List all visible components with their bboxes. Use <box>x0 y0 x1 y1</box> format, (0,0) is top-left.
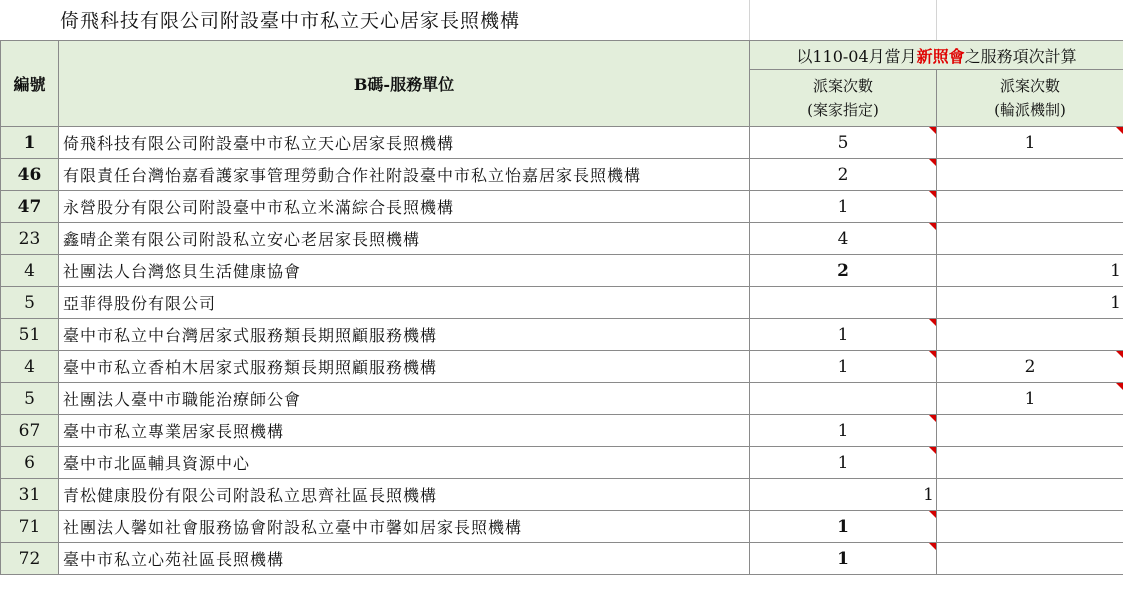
cell-designated-count[interactable] <box>750 255 937 287</box>
designated-count-value: 1 <box>837 196 849 217</box>
title-row <box>0 0 1123 41</box>
table-row <box>1 127 1123 159</box>
cell-number[interactable]: 71 <box>1 511 59 543</box>
comment-marker-icon[interactable] <box>929 159 936 166</box>
comment-marker-icon[interactable] <box>929 447 936 454</box>
sheet-title[interactable]: 倚飛科技有限公司附設臺中市私立天心居家長照機構 <box>60 10 521 32</box>
cell-number[interactable]: 47 <box>1 191 59 223</box>
cell-designated-count[interactable] <box>750 351 937 383</box>
cell-rotation-count[interactable] <box>937 223 1123 255</box>
comment-marker-icon[interactable] <box>1116 383 1123 390</box>
cell-number[interactable]: 5 <box>1 383 59 415</box>
designated-count-value: 2 <box>837 164 849 185</box>
cell-rotation-count[interactable] <box>937 415 1123 447</box>
designated-count-value: 1 <box>923 484 934 505</box>
table-row <box>1 511 1123 543</box>
cell-service-unit[interactable]: 有限責任台灣怡嘉看護家事管理勞動合作社附設臺中市私立怡嘉居家長照機構 <box>59 159 750 191</box>
cell-number[interactable]: 31 <box>1 479 59 511</box>
comment-marker-icon[interactable] <box>929 543 936 550</box>
comment-marker-icon[interactable] <box>1116 351 1123 358</box>
header-designated-line1: 派案次數 <box>812 77 873 95</box>
cell-number[interactable]: 67 <box>1 415 59 447</box>
rotation-count-value: 1 <box>1110 292 1121 313</box>
comment-marker-icon[interactable] <box>929 511 936 518</box>
cell-number[interactable]: 72 <box>1 543 59 575</box>
table-row <box>1 447 1123 479</box>
table-row <box>1 319 1123 351</box>
cell-service-unit[interactable]: 社團法人台灣悠貝生活健康協會 <box>59 255 750 287</box>
comment-marker-icon[interactable] <box>929 415 936 422</box>
cell-designated-count[interactable] <box>750 383 937 415</box>
cell-service-unit[interactable]: 社團法人馨如社會服務協會附設私立臺中市馨如居家長照機構 <box>59 511 750 543</box>
table-row <box>1 223 1123 255</box>
table-row <box>1 383 1123 415</box>
cell-rotation-count[interactable] <box>937 383 1123 415</box>
cell-rotation-count[interactable] <box>937 351 1123 383</box>
cell-number[interactable]: 1 <box>1 127 59 159</box>
cell-service-unit[interactable]: 社團法人臺中市職能治療師公會 <box>59 383 750 415</box>
cell-number[interactable]: 5 <box>1 287 59 319</box>
cell-rotation-count[interactable] <box>937 479 1123 511</box>
header-designated[interactable] <box>750 70 937 127</box>
comment-marker-icon[interactable] <box>929 351 936 358</box>
comment-marker-icon[interactable] <box>929 191 936 198</box>
designated-count-value: 1 <box>837 324 849 345</box>
cell-service-unit[interactable]: 臺中市私立專業居家長照機構 <box>59 415 750 447</box>
cell-number[interactable]: 46 <box>1 159 59 191</box>
cell-number[interactable]: 4 <box>1 351 59 383</box>
cell-number[interactable]: 4 <box>1 255 59 287</box>
table-row <box>1 479 1123 511</box>
cell-service-unit[interactable]: 臺中市私立心苑社區長照機構 <box>59 543 750 575</box>
cell-designated-count[interactable] <box>750 543 937 575</box>
designated-count-value: 1 <box>837 516 849 537</box>
cell-designated-count[interactable] <box>750 191 937 223</box>
cell-service-unit[interactable]: 鑫晴企業有限公司附設私立安心老居家長照機構 <box>59 223 750 255</box>
header-period[interactable] <box>750 41 1123 70</box>
header-rotation-line2: (輪派機制) <box>994 101 1066 119</box>
table-row <box>1 415 1123 447</box>
cell-service-unit[interactable]: 臺中市私立香柏木居家式服務類長期照顧服務機構 <box>59 351 750 383</box>
designated-count-value: 2 <box>837 260 849 281</box>
designated-count-value: 1 <box>837 452 849 473</box>
cell-service-unit[interactable]: 臺中市私立中台灣居家式服務類長期照顧服務機構 <box>59 319 750 351</box>
table-row <box>1 287 1123 319</box>
rotation-count-value: 1 <box>1110 260 1121 281</box>
comment-marker-icon[interactable] <box>929 127 936 134</box>
cell-designated-count[interactable] <box>750 447 937 479</box>
header-period-prefix: 以110-04月當月 <box>796 46 917 66</box>
rotation-count-value: 1 <box>1024 132 1036 153</box>
cell-rotation-count[interactable] <box>937 287 1123 319</box>
header-period-suffix: 之服務項次計算 <box>964 46 1077 66</box>
cell-designated-count[interactable] <box>750 479 937 511</box>
cell-service-unit[interactable]: 亞菲得股份有限公司 <box>59 287 750 319</box>
cell-designated-count[interactable] <box>750 223 937 255</box>
designated-count-value: 1 <box>837 548 849 569</box>
cell-service-unit[interactable]: 青松健康股份有限公司附設私立思齊社區長照機構 <box>59 479 750 511</box>
cell-service-unit[interactable]: 永營股分有限公司附設臺中市私立米滿綜合長照機構 <box>59 191 750 223</box>
rotation-count-value: 2 <box>1024 356 1036 377</box>
gridline <box>749 0 750 41</box>
designated-count-value: 1 <box>837 356 849 377</box>
cell-designated-count[interactable] <box>750 319 937 351</box>
rotation-count-value: 1 <box>1024 388 1036 409</box>
cell-number[interactable]: 51 <box>1 319 59 351</box>
header-period-highlight: 新照會 <box>916 46 965 66</box>
cell-number[interactable]: 23 <box>1 223 59 255</box>
header-designated-line2: (案家指定) <box>807 101 879 119</box>
cell-service-unit[interactable]: 臺中市北區輔具資源中心 <box>59 447 750 479</box>
data-table <box>0 40 1123 575</box>
cell-designated-count[interactable] <box>750 511 937 543</box>
header-number[interactable]: 編號 <box>1 41 59 127</box>
comment-marker-icon[interactable] <box>929 319 936 326</box>
cell-rotation-count[interactable] <box>937 191 1123 223</box>
cell-number[interactable]: 6 <box>1 447 59 479</box>
cell-designated-count[interactable] <box>750 287 937 319</box>
table-row <box>1 191 1123 223</box>
cell-rotation-count[interactable] <box>937 159 1123 191</box>
comment-marker-icon[interactable] <box>929 223 936 230</box>
table-row <box>1 543 1123 575</box>
comment-marker-icon[interactable] <box>1116 127 1123 134</box>
designated-count-value: 4 <box>837 228 849 249</box>
cell-rotation-count[interactable] <box>937 127 1123 159</box>
cell-rotation-count[interactable] <box>937 255 1123 287</box>
table-row <box>1 255 1123 287</box>
cell-rotation-count[interactable] <box>937 511 1123 543</box>
cell-rotation-count[interactable] <box>937 543 1123 575</box>
header-rotation[interactable] <box>937 70 1123 127</box>
cell-rotation-count[interactable] <box>937 319 1123 351</box>
cell-rotation-count[interactable] <box>937 447 1123 479</box>
cell-designated-count[interactable] <box>750 415 937 447</box>
header-rotation-line1: 派案次數 <box>999 77 1060 95</box>
cell-service-unit[interactable]: 倚飛科技有限公司附設臺中市私立天心居家長照機構 <box>59 127 750 159</box>
gridline <box>936 0 937 41</box>
header-unit[interactable]: B碼-服務單位 <box>59 41 750 127</box>
cell-designated-count[interactable] <box>750 127 937 159</box>
designated-count-value: 5 <box>837 132 849 153</box>
cell-designated-count[interactable] <box>750 159 937 191</box>
table-row <box>1 159 1123 191</box>
designated-count-value: 1 <box>837 420 849 441</box>
table-row <box>1 351 1123 383</box>
